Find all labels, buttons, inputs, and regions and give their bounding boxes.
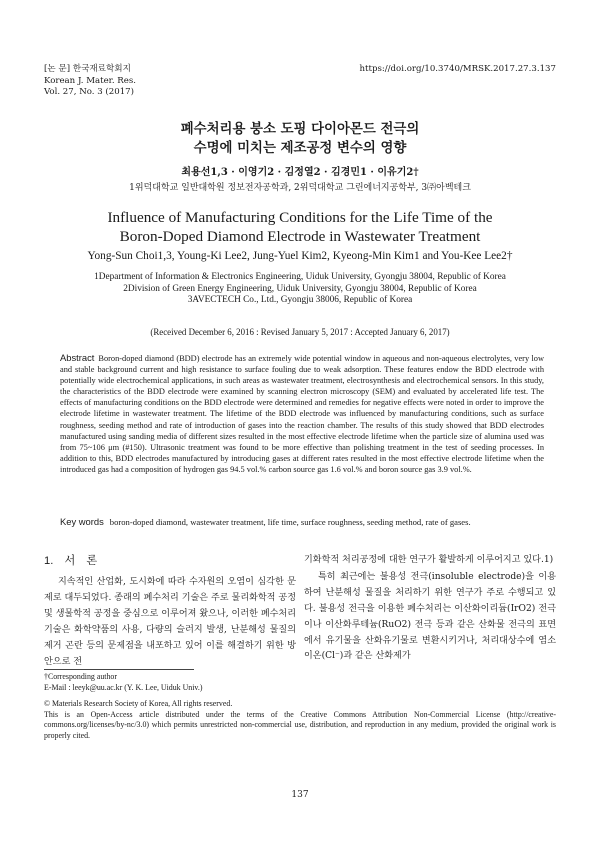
keywords-label: Key words	[60, 516, 104, 527]
doi-link[interactable]: https://doi.org/10.3740/MRSK.2017.27.3.137	[359, 64, 556, 74]
korean-title	[0, 120, 600, 158]
english-title-line2: Boron-Doped Diamond Electrode in Wastewater Treatment	[119, 228, 481, 245]
copyright: © Materials Research Society of Korea, All rights reserved.	[44, 699, 233, 708]
journal-info	[44, 64, 136, 99]
english-title	[0, 208, 600, 246]
body-paragraph: 지속적인 산업화, 도시화에 따라 수자원의 오염이 심각한 문제로 대두되었다. 종래의 폐수처리 기술은 주로 물리화학적 공정 및 생물학적 공정을 중심으로 이루어져 왔으나, 이러한 폐수처리 기술은 화학약품의 사용, 다량의 슬러지 발생, 난분해성 물질의 제거 곤란 등의 문제점을 내포하고 있어 이를 해결하기 위한 방안으로 전	[44, 577, 296, 667]
abstract-text: Boron-doped diamond (BDD) electrode has an extremely wide potential window in aqueous and non-aqueous electrolytes, very low and stable background current and high resistance to surface fouling due to weak adsorption. These features endow the BDD electrode with potentially wide electrochemical applications, in such areas as wastewater treatment, electrosynthesis and electrochemical sensors. In this study, the characteristics of the BDD electrode were examined by scanning electron microscopy (SEM) and evaluated by accelerated life test. The effects of manufacturing conditions on the BDD electrode were determined and remedies for negative effects were noted in order to improve the electrode lifetime in wastewater treatment. The lifetime of the BDD electrode was influenced by manufacturing conditions, such as surface roughness, seeding method and rate of introduction of gases into the reaction chamber. The results of this study showed that BDD electrodes manufactured using sanding media of different sizes resulted in the most effective electrode lifetime when the particle size of alumina used was from 75~106 μm (#150). Ultrasonic treatment was found to be more effective than polishing treatment in the test of seeding processes. In addition to this, BDD electrodes manufactured by introducing gases at different rates resulted in the most effective electrode lifetime when the introduced gas had a composition of hydrogen gas 94.5 vol.% carbon source gas 1.6 vol.% and boron source gas 3.9 vol.%.	[60, 354, 544, 474]
korean-title-line2: 수명에 미치는 제조공정 변수의 영향	[193, 140, 407, 156]
affiliation-3: 3AVECTECH Co., Ltd., Gyongju 38006, Republic of Korea	[187, 295, 413, 306]
body-column-left	[44, 575, 296, 670]
affiliation-2: 2Division of Green Energy Engineering, Uiduk University, Gyongju 38004, Republic of Korea	[123, 283, 477, 294]
journal-name-english: Korean J. Mater. Res.	[44, 75, 136, 86]
korean-title-line1: 폐수처리용 붕소 도핑 다이아몬드 전극의	[180, 121, 420, 137]
section-heading: 1. 서 론	[44, 555, 98, 567]
license-note	[44, 699, 556, 741]
english-authors: Yong-Sun Choi1,3, Young-Ki Lee2, Jung-Yuel Kim2, Kyeong-Min Kim1 and You-Kee Lee2†	[87, 250, 513, 262]
journal-name-korean: [논 문] 한국재료학회지	[44, 64, 131, 74]
license-text: This is an Open-Access article distributed under the terms of the Creative Commons Attribution Non-Commercial License (http://creative-commons.org/licenses/by-nc/3.0) which permits unrestricted non-commercial use, distribution, and reproduction in any medium, provided the original work is properly cited.	[44, 709, 556, 740]
corresponding-label: †Corresponding author	[44, 672, 117, 681]
keywords-text: boron-doped diamond, wastewater treatment, life time, surface roughness, seeding method, rate of gases.	[109, 517, 471, 527]
journal-volume: Vol. 27, No. 3 (2017)	[44, 87, 134, 97]
affiliation-1: 1Department of Information & Electronics Engineering, Uiduk University, Gyongju 38004, Republic of Korea	[94, 272, 506, 282]
corresponding-author-note	[44, 672, 202, 693]
korean-authors: 최용선1,3 · 이영기2 · 김정열2 · 김경민1 · 이유기2†	[181, 167, 419, 178]
korean-affiliation: 1위덕대학교 일반대학원 정보전자공학과, 2위덕대학교 그린에너지공학부, 3㈜아벡테크	[129, 183, 471, 193]
body-paragraph: 기화학적 처리공정에 대한 연구가 활발하게 이루어지고 있다.1)	[304, 555, 554, 565]
abstract-label: Abstract	[60, 352, 95, 363]
page-number: 137	[291, 790, 309, 800]
keywords	[60, 516, 544, 527]
english-title-line1: Influence of Manufacturing Conditions for the Life Time of the	[107, 209, 493, 226]
footnote-divider	[44, 669, 194, 670]
abstract	[60, 352, 544, 475]
body-column-right	[304, 553, 556, 665]
english-affiliations	[0, 272, 600, 307]
received-dates: (Received December 6, 2016 : Revised January 5, 2017 : Accepted January 6, 2017)	[150, 327, 450, 337]
email: E-Mail : leeyk@uu.ac.kr (Y. K. Lee, Uiduk Univ.)	[44, 682, 203, 692]
body-paragraph: 특히 최근에는 불용성 전극(insoluble electrode)을 이용하여 난분해성 물질을 처리하기 위한 연구가 주로 수행되고 있다. 불용성 전극을 이용한 폐수처리는 이산화이리듐(IrO2) 전극이나 이산화루테늄(RuO2) 전극 등과 같은 산화물 전극의 표면에서 유기물을 산화유기물로 변환시키거나, 처리대상수에 염소이온(Cl⁻)과 같은 산화제가	[304, 571, 556, 662]
